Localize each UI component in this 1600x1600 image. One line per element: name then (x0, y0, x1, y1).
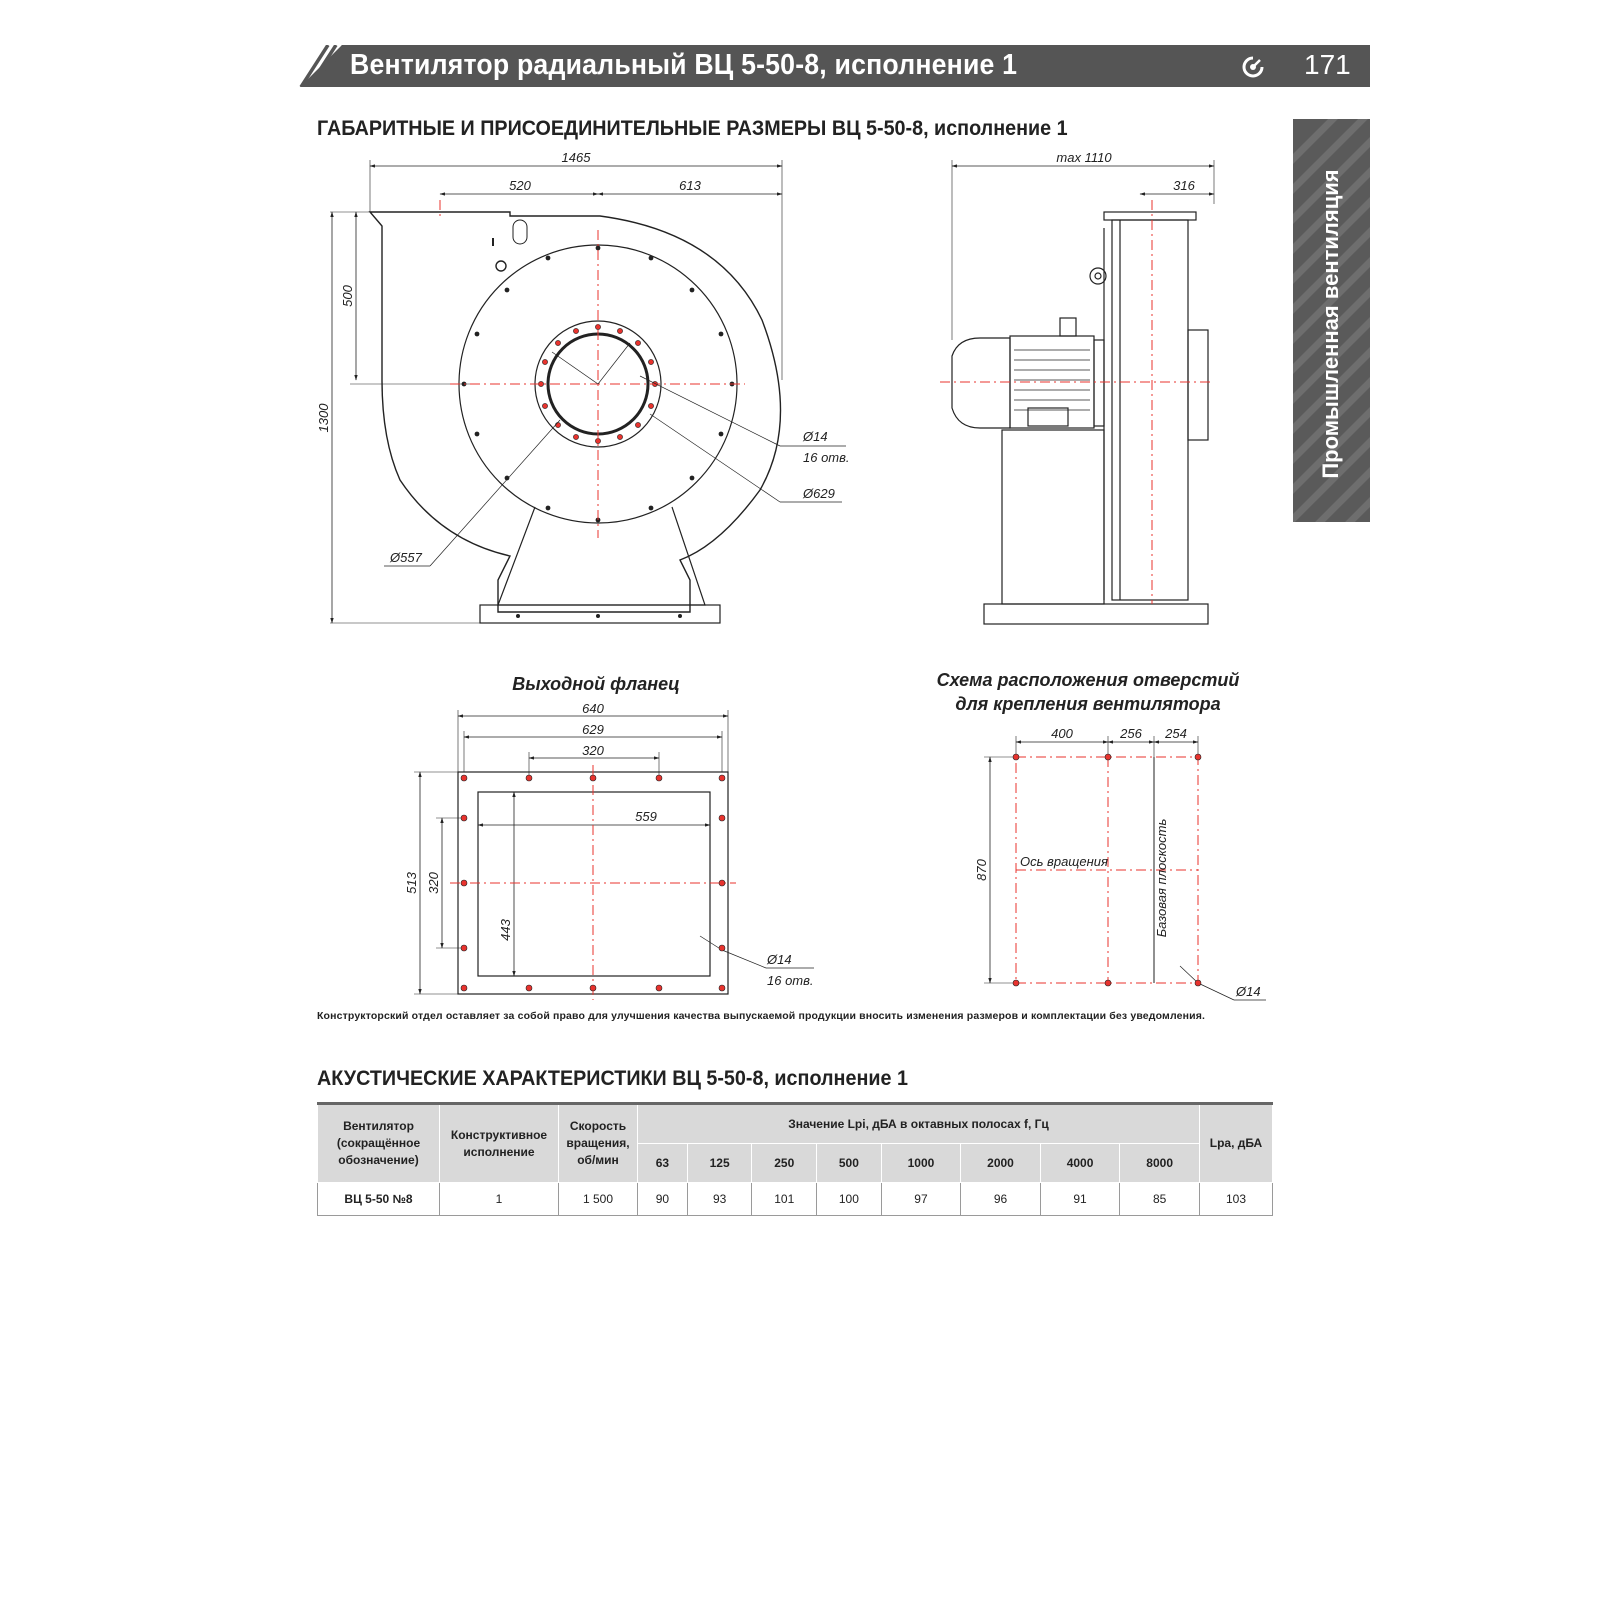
freq-header-4000: 4000 (1040, 1144, 1120, 1183)
disclaimer-note: Конструкторский отдел оставляет за собой право для улучшения качества выпускаемой продукции вносить изменения размеров и комплектации без уведомления. (317, 1010, 1206, 1022)
table-row (318, 1183, 1273, 1216)
flange-inner-height: 443 (498, 919, 513, 941)
page-title: Вентилятор радиальный ВЦ 5-50-8, исполнение 1 (350, 49, 1018, 81)
dim-total-height: 1300 (316, 403, 331, 433)
flange-hole-count: 16 отв. (767, 973, 814, 988)
cell-value-250: 101 (752, 1183, 817, 1216)
flange-bolt-pitch-v: 320 (426, 872, 441, 894)
flange-bolt-width: 629 (582, 722, 604, 737)
cell-value-8000: 85 (1120, 1183, 1200, 1216)
outlet-flange-title: Выходной фланец (512, 674, 680, 694)
freq-header-2000: 2000 (961, 1144, 1041, 1183)
flange-inner-width: 559 (635, 809, 657, 824)
cell-design: 1 (440, 1183, 559, 1216)
cell-value-1000: 97 (881, 1183, 961, 1216)
flange-outer-width: 640 (582, 701, 604, 716)
freq-header-8000: 8000 (1120, 1144, 1200, 1183)
flange-bolt-pitch-h: 320 (582, 743, 604, 758)
col-header-speed (559, 1104, 638, 1183)
cell-value-125: 93 (687, 1183, 752, 1216)
mount-dim-a: 400 (1051, 726, 1073, 741)
col-header-speed-line2: вращения, (566, 1136, 630, 1150)
dim-flange-offset: 316 (1173, 178, 1195, 193)
dim-hole-count: 16 отв. (803, 450, 850, 465)
col-header-fan-line3: обозначение) (338, 1153, 419, 1167)
freq-header-500: 500 (817, 1144, 882, 1183)
col-header-octave-bands: Значение Lpi, дБА в октавных полосах f, Гц (638, 1104, 1200, 1144)
rotation-axis-label: Ось вращения (1020, 854, 1108, 869)
dimensions-section-title: ГАБАРИТНЫЕ И ПРИСОЕДИНИТЕЛЬНЫЕ РАЗМЕРЫ ВЦ 5-50-8, исполнение 1 (317, 117, 1068, 140)
base-plane-label: Базовая плоскость (1154, 818, 1169, 938)
col-header-design (440, 1104, 559, 1183)
freq-header-250: 250 (752, 1144, 817, 1183)
mount-hole-dia: Ø14 (1236, 984, 1261, 999)
dim-max-width: max 1110 (1056, 150, 1112, 165)
col-header-speed-line1: Скорость (569, 1119, 627, 1133)
col-header-fan-line2: (сокращённое (336, 1136, 421, 1150)
dim-left-offset: 520 (509, 178, 531, 193)
cell-lpa: 103 (1200, 1183, 1273, 1216)
freq-header-125: 125 (687, 1144, 752, 1183)
mounting-title-line1: Схема расположения отверстий (936, 670, 1240, 690)
acoustic-table (317, 1102, 1273, 1216)
col-header-lpa: Lpa, дБА (1200, 1104, 1273, 1183)
dim-inlet-height: 500 (340, 285, 355, 307)
mount-height: 870 (974, 859, 989, 881)
cell-value-2000: 96 (961, 1183, 1041, 1216)
dim-width-total: 1465 (561, 150, 591, 165)
mounting-title-line2: для крепления вентилятора (955, 694, 1221, 714)
cell-speed: 1 500 (559, 1183, 638, 1216)
side-view (952, 160, 1214, 624)
outlet-flange-centerlines (450, 765, 736, 1000)
freq-header-1000: 1000 (881, 1144, 961, 1183)
col-header-design-line1: Конструктивное (450, 1127, 548, 1142)
mount-dim-b: 256 (1120, 726, 1142, 741)
side-tab-label: Промышленная вентиляция (1318, 169, 1343, 479)
dim-inlet-dia: Ø557 (390, 550, 422, 565)
front-view-centerlines (440, 200, 745, 538)
cell-value-500: 100 (817, 1183, 882, 1216)
cell-fan: ВЦ 5-50 №8 (318, 1183, 440, 1216)
mount-dim-c: 254 (1165, 726, 1187, 741)
dim-right-offset: 613 (679, 178, 701, 193)
side-view-centerlines (940, 200, 1210, 604)
dim-flange-dia: Ø629 (803, 486, 835, 501)
cell-value-63: 90 (638, 1183, 688, 1216)
page-number: 171 (1304, 49, 1351, 80)
flange-outer-height: 513 (404, 872, 419, 894)
dim-hole-dia: Ø14 (803, 429, 828, 444)
col-header-fan (318, 1104, 440, 1183)
col-header-fan-line1: Вентилятор (343, 1119, 414, 1133)
flange-hole-dia: Ø14 (767, 952, 792, 967)
cell-value-4000: 91 (1040, 1183, 1120, 1216)
outlet-flange-drawing (414, 710, 814, 994)
acoustic-section-title: АКУСТИЧЕСКИЕ ХАРАКТЕРИСТИКИ ВЦ 5-50-8, исполнение 1 (317, 1067, 908, 1090)
freq-header-63: 63 (638, 1144, 688, 1183)
mounting-scheme-centerlines (1016, 757, 1198, 983)
col-header-design-line2: исполнение (463, 1144, 535, 1159)
col-header-speed-line3: об/мин (577, 1153, 619, 1167)
